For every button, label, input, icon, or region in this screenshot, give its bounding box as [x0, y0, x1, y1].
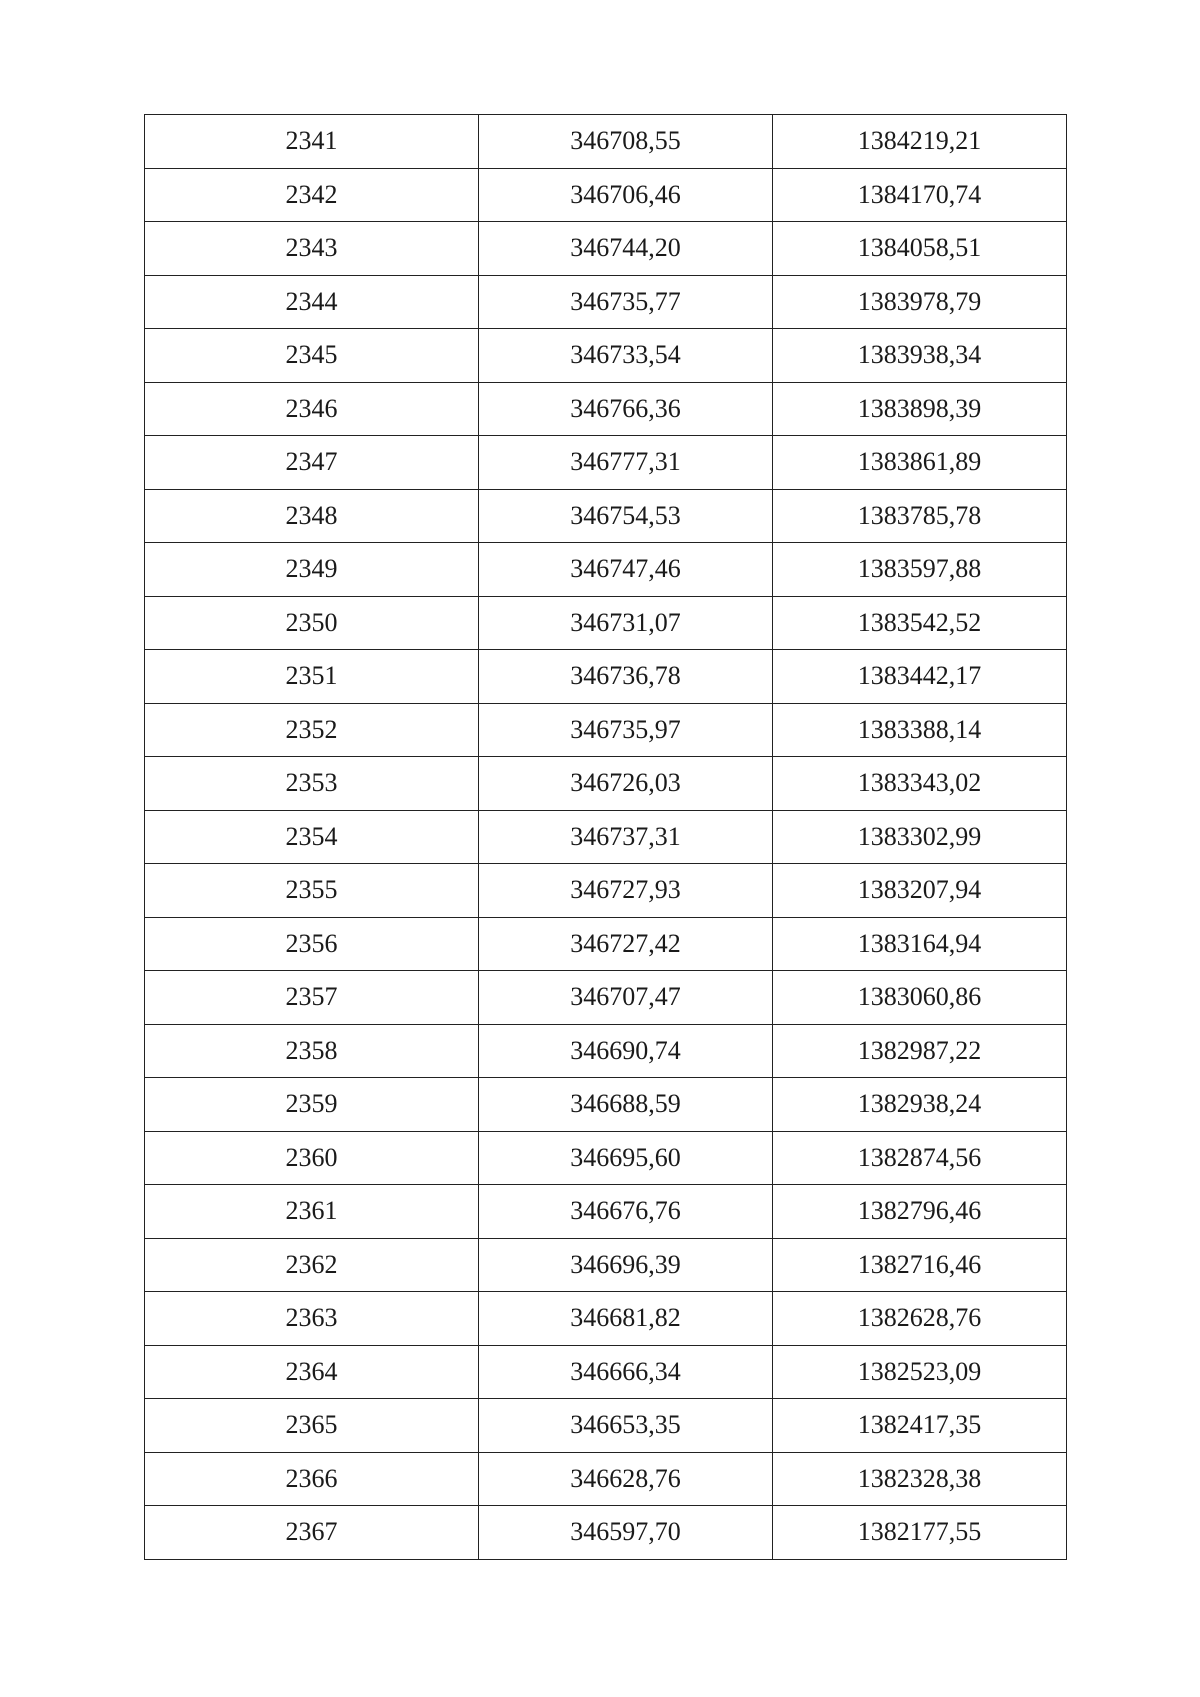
- point-number-cell: 2344: [145, 275, 479, 329]
- point-number-cell: 2353: [145, 757, 479, 811]
- point-number-cell: 2354: [145, 810, 479, 864]
- point-number-cell: 2345: [145, 329, 479, 383]
- x-coordinate-cell: 346666,34: [479, 1345, 773, 1399]
- point-number-cell: 2341: [145, 115, 479, 169]
- table-row: [145, 1452, 1067, 1506]
- x-coordinate-cell: 346696,39: [479, 1238, 773, 1292]
- point-number-cell: 2343: [145, 222, 479, 276]
- point-number-cell: 2348: [145, 489, 479, 543]
- x-coordinate-cell: 346628,76: [479, 1452, 773, 1506]
- x-coordinate-cell: 346681,82: [479, 1292, 773, 1346]
- table-row: [145, 810, 1067, 864]
- y-coordinate-cell: 1383597,88: [773, 543, 1067, 597]
- point-number-cell: 2367: [145, 1506, 479, 1560]
- x-coordinate-cell: 346754,53: [479, 489, 773, 543]
- y-coordinate-cell: 1383785,78: [773, 489, 1067, 543]
- point-number-cell: 2351: [145, 650, 479, 704]
- x-coordinate-cell: 346777,31: [479, 436, 773, 490]
- y-coordinate-cell: 1383060,86: [773, 971, 1067, 1025]
- table-row: [145, 971, 1067, 1025]
- table-row: [145, 275, 1067, 329]
- point-number-cell: 2358: [145, 1024, 479, 1078]
- point-number-cell: 2346: [145, 382, 479, 436]
- table-row: [145, 650, 1067, 704]
- y-coordinate-cell: 1383861,89: [773, 436, 1067, 490]
- table-row: [145, 329, 1067, 383]
- point-number-cell: 2352: [145, 703, 479, 757]
- x-coordinate-cell: 346727,42: [479, 917, 773, 971]
- y-coordinate-cell: 1383542,52: [773, 596, 1067, 650]
- y-coordinate-cell: 1382523,09: [773, 1345, 1067, 1399]
- y-coordinate-cell: 1382716,46: [773, 1238, 1067, 1292]
- y-coordinate-cell: 1382796,46: [773, 1185, 1067, 1239]
- y-coordinate-cell: 1382177,55: [773, 1506, 1067, 1560]
- x-coordinate-cell: 346735,77: [479, 275, 773, 329]
- y-coordinate-cell: 1384058,51: [773, 222, 1067, 276]
- y-coordinate-cell: 1383898,39: [773, 382, 1067, 436]
- table-row: [145, 222, 1067, 276]
- table-row: [145, 1506, 1067, 1560]
- point-number-cell: 2342: [145, 168, 479, 222]
- y-coordinate-cell: 1382987,22: [773, 1024, 1067, 1078]
- point-number-cell: 2365: [145, 1399, 479, 1453]
- table-row: [145, 596, 1067, 650]
- table-row: [145, 489, 1067, 543]
- x-coordinate-cell: 346653,35: [479, 1399, 773, 1453]
- x-coordinate-cell: 346690,74: [479, 1024, 773, 1078]
- x-coordinate-cell: 346597,70: [479, 1506, 773, 1560]
- table-row: [145, 1345, 1067, 1399]
- point-number-cell: 2357: [145, 971, 479, 1025]
- point-number-cell: 2366: [145, 1452, 479, 1506]
- table-row: [145, 168, 1067, 222]
- y-coordinate-cell: 1383978,79: [773, 275, 1067, 329]
- table-row: [145, 1131, 1067, 1185]
- x-coordinate-cell: 346707,47: [479, 971, 773, 1025]
- point-number-cell: 2361: [145, 1185, 479, 1239]
- table-row: [145, 382, 1067, 436]
- x-coordinate-cell: 346688,59: [479, 1078, 773, 1132]
- y-coordinate-cell: 1383343,02: [773, 757, 1067, 811]
- x-coordinate-cell: 346744,20: [479, 222, 773, 276]
- y-coordinate-cell: 1382628,76: [773, 1292, 1067, 1346]
- x-coordinate-cell: 346706,46: [479, 168, 773, 222]
- y-coordinate-cell: 1382938,24: [773, 1078, 1067, 1132]
- x-coordinate-cell: 346736,78: [479, 650, 773, 704]
- table-row: [145, 1078, 1067, 1132]
- x-coordinate-cell: 346695,60: [479, 1131, 773, 1185]
- x-coordinate-cell: 346676,76: [479, 1185, 773, 1239]
- table-row: [145, 1024, 1067, 1078]
- y-coordinate-cell: 1382874,56: [773, 1131, 1067, 1185]
- table-row: [145, 703, 1067, 757]
- y-coordinate-cell: 1383388,14: [773, 703, 1067, 757]
- point-number-cell: 2356: [145, 917, 479, 971]
- point-number-cell: 2359: [145, 1078, 479, 1132]
- x-coordinate-cell: 346766,36: [479, 382, 773, 436]
- table-row: [145, 543, 1067, 597]
- x-coordinate-cell: 346735,97: [479, 703, 773, 757]
- point-number-cell: 2350: [145, 596, 479, 650]
- y-coordinate-cell: 1383207,94: [773, 864, 1067, 918]
- point-number-cell: 2347: [145, 436, 479, 490]
- y-coordinate-cell: 1383164,94: [773, 917, 1067, 971]
- x-coordinate-cell: 346726,03: [479, 757, 773, 811]
- table-row: [145, 436, 1067, 490]
- y-coordinate-cell: 1382417,35: [773, 1399, 1067, 1453]
- x-coordinate-cell: 346731,07: [479, 596, 773, 650]
- table-row: [145, 1238, 1067, 1292]
- x-coordinate-cell: 346733,54: [479, 329, 773, 383]
- table-row: [145, 757, 1067, 811]
- y-coordinate-cell: 1383442,17: [773, 650, 1067, 704]
- y-coordinate-cell: 1382328,38: [773, 1452, 1067, 1506]
- coordinates-table-body: [145, 115, 1067, 1560]
- y-coordinate-cell: 1384219,21: [773, 115, 1067, 169]
- table-row: [145, 1399, 1067, 1453]
- table-row: [145, 115, 1067, 169]
- point-number-cell: 2355: [145, 864, 479, 918]
- point-number-cell: 2362: [145, 1238, 479, 1292]
- point-number-cell: 2363: [145, 1292, 479, 1346]
- coordinates-table: [144, 114, 1067, 1560]
- table-row: [145, 917, 1067, 971]
- table-row: [145, 1185, 1067, 1239]
- table-row: [145, 1292, 1067, 1346]
- x-coordinate-cell: 346708,55: [479, 115, 773, 169]
- x-coordinate-cell: 346737,31: [479, 810, 773, 864]
- table-row: [145, 864, 1067, 918]
- y-coordinate-cell: 1384170,74: [773, 168, 1067, 222]
- point-number-cell: 2360: [145, 1131, 479, 1185]
- x-coordinate-cell: 346747,46: [479, 543, 773, 597]
- y-coordinate-cell: 1383302,99: [773, 810, 1067, 864]
- point-number-cell: 2349: [145, 543, 479, 597]
- x-coordinate-cell: 346727,93: [479, 864, 773, 918]
- y-coordinate-cell: 1383938,34: [773, 329, 1067, 383]
- point-number-cell: 2364: [145, 1345, 479, 1399]
